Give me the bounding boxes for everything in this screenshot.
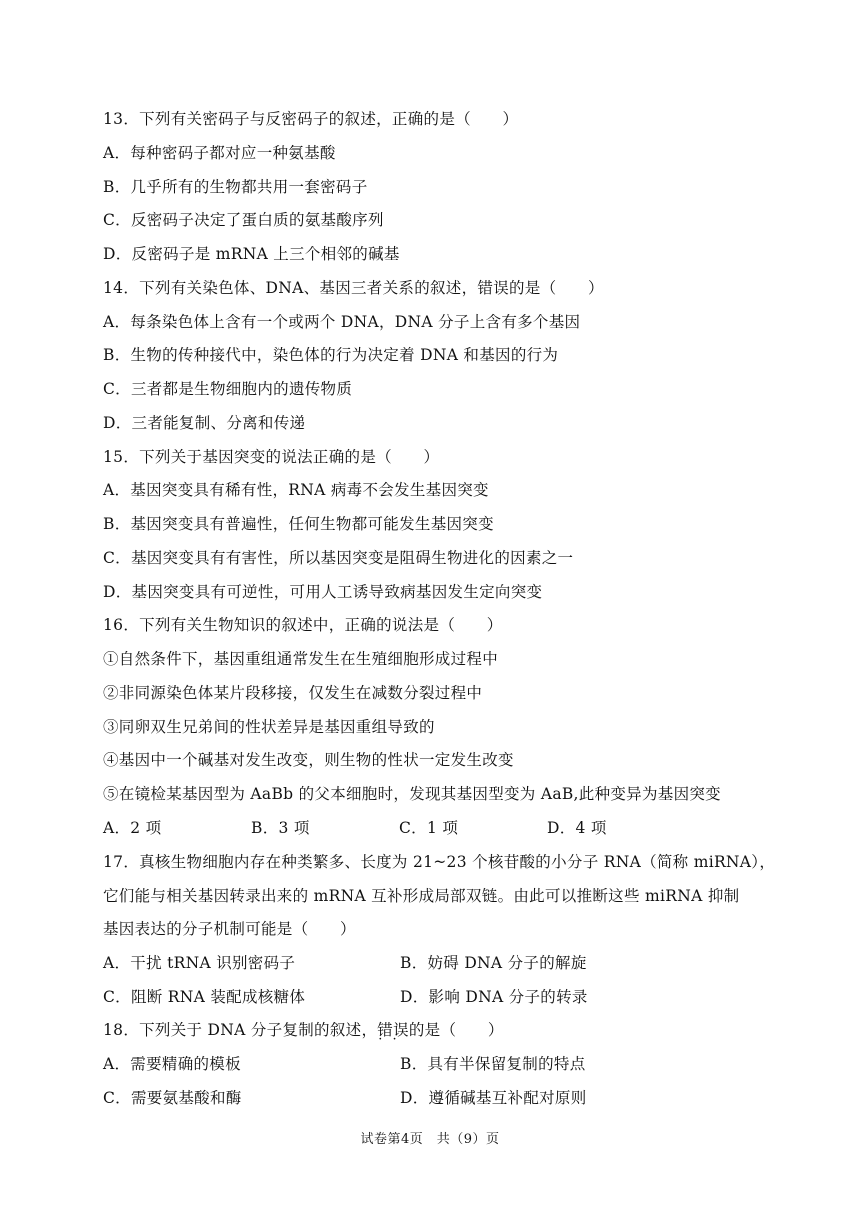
q15-option-c: C．基因突变具有有害性，所以基因突变是阻碍生物进化的因素之一 xyxy=(103,549,574,567)
q18-stem-after: 的是（ ） xyxy=(408,1021,504,1039)
q18-option-b: B．具有半保留复制的特点 xyxy=(400,1055,586,1073)
q13-option-a: A．每种密码子都对应一种氨基酸 xyxy=(103,144,336,162)
q13-option-c: C．反密码子决定了蛋白质的氨基酸序列 xyxy=(103,211,384,229)
q17-options-row-1 xyxy=(103,953,763,973)
q16-option-a: A．2 项 xyxy=(103,819,162,837)
q17-option-b: B．妨碍 DNA 分子的解旋 xyxy=(400,954,587,972)
q16-options xyxy=(103,818,607,838)
q14-option-b: B．生物的传种接代中，染色体的行为决定着 DNA 和基因的行为 xyxy=(103,346,559,364)
q14-option-c: C．三者都是生物细胞内的遗传物质 xyxy=(103,380,353,398)
q16-item-1: ①自然条件下，基因重组通常发生在生殖细胞形成过程中 xyxy=(103,650,499,668)
q17-stem-line-2: 它们能与相关基因转录出来的 mRNA 互补形成局部双链。由此可以推断这些 miRNA 抑制 xyxy=(103,887,740,905)
q16-item-5: ⑤在镜检某基因型为 AaBb 的父本细胞时，发现其基因型变为 AaB,此种变异为基因突变 xyxy=(103,785,721,803)
q18-options-row-1 xyxy=(103,1054,763,1074)
q16-item-3: ③同卵双生兄弟间的性状差异是基因重组导致的 xyxy=(103,718,435,736)
q17-stem-line-3: 基因表达的分子机制可能是（ ） xyxy=(103,920,356,938)
q15-option-d: D．基因突变具有可逆性，可用人工诱导致病基因发生定向突变 xyxy=(103,583,543,601)
q13-stem: 13．下列有关密码子与反密码子的叙述，正确的是（ ） xyxy=(103,110,519,128)
q18-option-c: C．需要氨基酸和酶 xyxy=(103,1089,242,1107)
q15-option-a: A．基因突变具有稀有性，RNA 病毒不会发生基因突变 xyxy=(103,481,489,499)
q17-option-d: D．影响 DNA 分子的转录 xyxy=(400,988,588,1006)
q18-stem-emphasis: 错误 · · xyxy=(377,1020,409,1040)
q18-stem xyxy=(103,1020,504,1040)
q17-stem-line-1: 17．真核生物细胞内存在种类繁多、长度为 21~23 个核苷酸的小分子 RNA（简称 miRNA）， xyxy=(103,853,776,871)
q15-option-b: B．基因突变具有普遍性，任何生物都可能发生基因突变 xyxy=(103,515,494,533)
q18-stem-before: 18．下列关于 DNA 分子复制的叙述， xyxy=(103,1021,378,1039)
q18-options-row-2 xyxy=(103,1088,763,1108)
page-footer: 试卷第4页 共（9）页 xyxy=(360,1132,500,1147)
q16-item-2: ②非同源染色体某片段移接，仅发生在减数分裂过程中 xyxy=(103,684,483,702)
q17-option-c: C．阻断 RNA 装配成核糖体 xyxy=(103,988,306,1006)
q16-option-c: C．1 项 xyxy=(399,819,459,837)
q14-stem: 14．下列有关染色体、DNA、基因三者关系的叙述，错误的是（ ） xyxy=(103,279,604,297)
q13-option-b: B．几乎所有的生物都共用一套密码子 xyxy=(103,178,368,196)
q16-item-4: ④基因中一个碱基对发生改变，则生物的性状一定发生改变 xyxy=(103,751,514,769)
q16-stem: 16．下列有关生物知识的叙述中，正确的说法是（ ） xyxy=(103,616,503,634)
q16-option-d: D．4 项 xyxy=(547,819,607,837)
q14-option-d: D．三者能复制、分离和传递 xyxy=(103,414,306,432)
q13-option-d: D．反密码子是 mRNA 上三个相邻的碱基 xyxy=(103,245,400,263)
q17-options-row-2 xyxy=(103,987,763,1007)
q16-option-b: B．3 项 xyxy=(251,819,310,837)
q15-stem: 15．下列关于基因突变的说法正确的是（ ） xyxy=(103,448,440,466)
q18-option-a: A．需要精确的模板 xyxy=(103,1055,241,1073)
q14-option-a: A．每条染色体上含有一个或两个 DNA，DNA 分子上含有多个基因 xyxy=(103,313,581,331)
q17-option-a: A．干扰 tRNA 识别密码子 xyxy=(103,954,296,972)
q18-option-d: D．遵循碱基互补配对原则 xyxy=(400,1089,587,1107)
